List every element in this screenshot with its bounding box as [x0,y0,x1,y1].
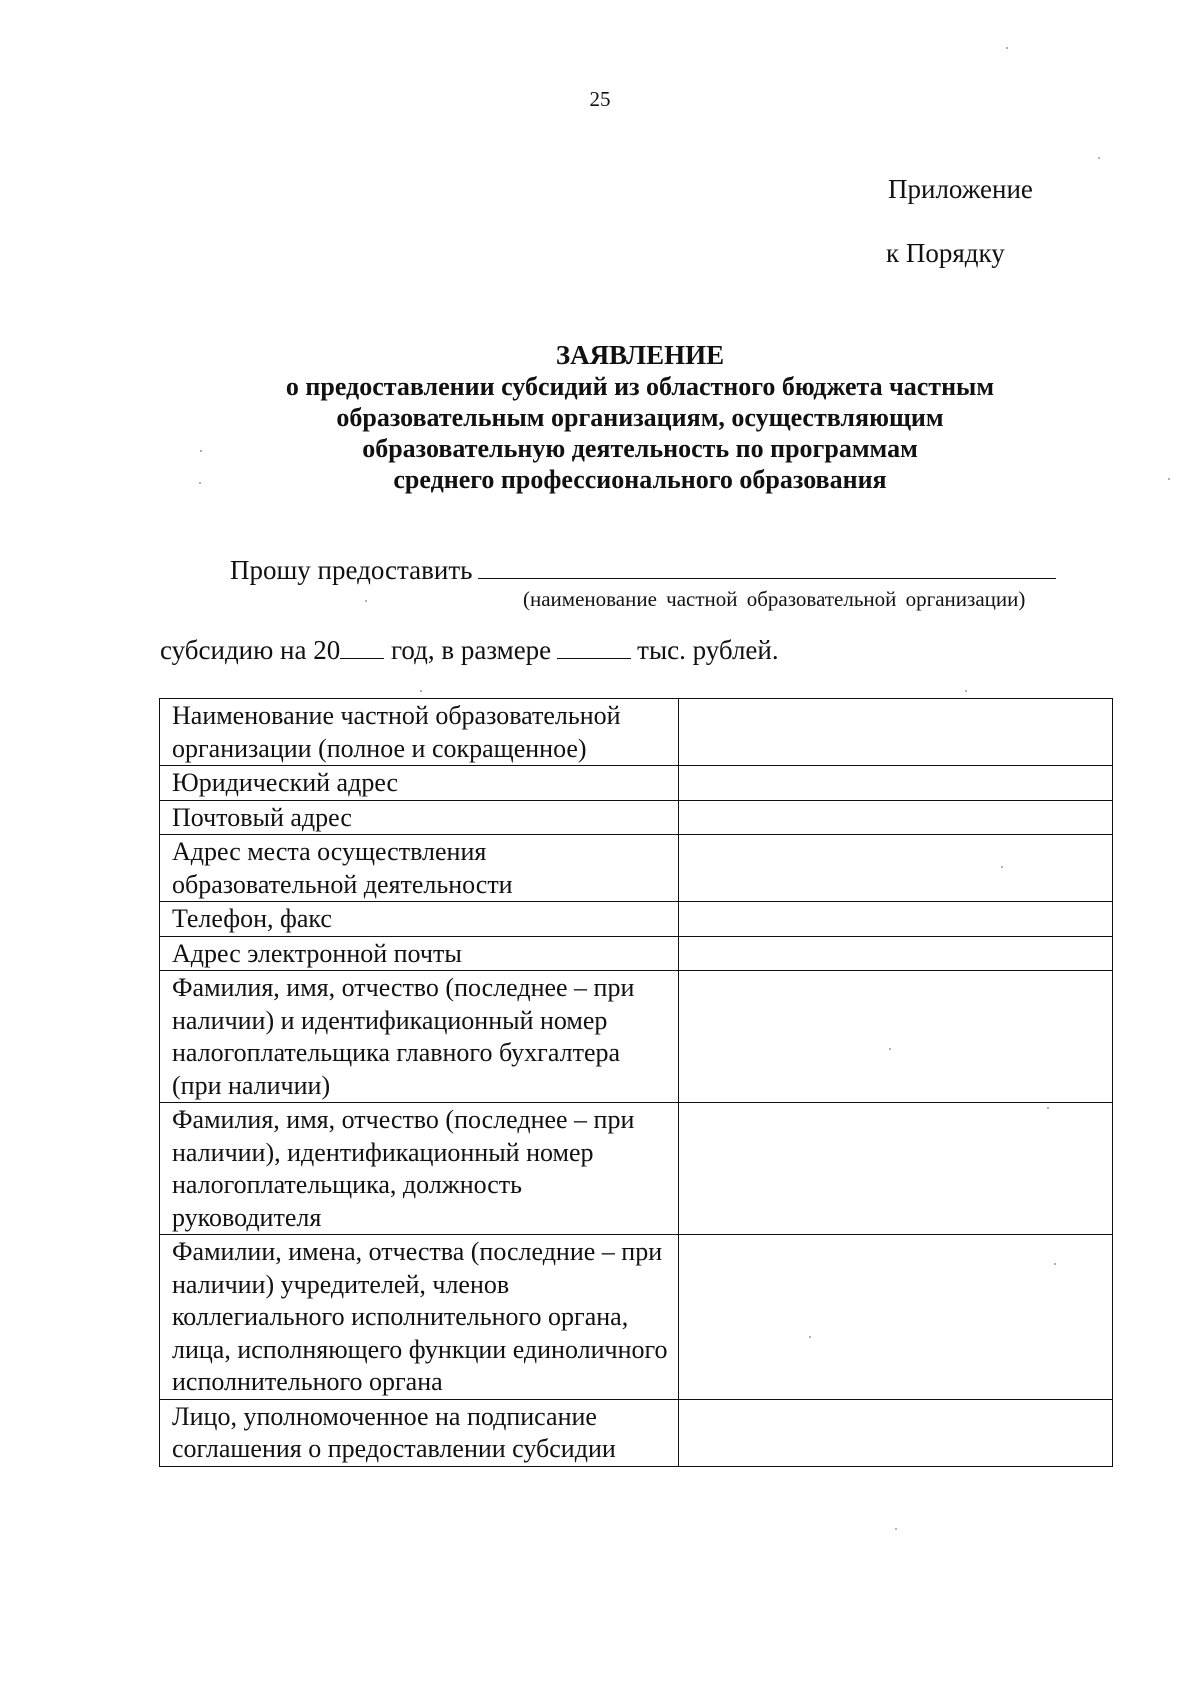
row-value-field[interactable] [679,1399,1113,1466]
subsidy-line [160,634,779,666]
row-label: Адрес электронной почты [160,936,679,971]
row-label: Фамилия, имя, отчество (последнее – при наличии) и идентификационный номер налогоплательщика главного бухгалтера (при наличии) [160,971,679,1103]
row-label: Адрес места осуществления образовательной деятельности [160,835,679,902]
row-value-field[interactable] [679,1235,1113,1400]
scan-speck [1001,866,1003,868]
table-row [160,902,1113,937]
row-value-field[interactable] [679,835,1113,902]
applicant-info-table [159,698,1113,1467]
table-row [160,971,1113,1103]
table-row [160,1235,1113,1400]
row-value-field[interactable] [679,902,1113,937]
organization-name-hint: (наименование частной образовательной организации) [523,587,1026,611]
document-title: ЗАЯВЛЕНИЕ [555,340,725,370]
appendix-label: Приложение [888,174,1033,204]
scan-speck [1098,157,1100,159]
row-label: Лицо, уполномоченное на подписание соглашения о предоставлении субсидии [160,1399,679,1466]
row-label: Юридический адрес [160,766,679,801]
table-row [160,699,1113,766]
page-number: 25 [589,87,611,111]
heading-line-4: среднего профессионального образования [393,465,887,494]
row-label: Фамилии, имена, отчества (последние – при наличии) учредителей, членов коллегиального исполнительного органа, лица, исполняющего функции единоличного исполнительного органа [160,1235,679,1400]
document-heading [160,340,1120,495]
scan-speck [1047,1107,1049,1109]
heading-line-2: образовательным организациям, осуществляющим [336,403,944,432]
request-line [230,554,1056,586]
scan-speck [1054,1263,1056,1265]
row-label: Фамилия, имя, отчество (последнее – при наличии), идентификационный номер налогоплательщика, должность руководителя [160,1103,679,1235]
scan-speck [199,482,201,484]
scan-speck [1006,47,1008,49]
organization-name-blank[interactable] [478,554,1056,579]
row-label: Телефон, факс [160,902,679,937]
heading-line-1: о предоставлении субсидий из областного бюджета частным [285,372,995,401]
scan-speck [889,1048,891,1050]
row-value-field[interactable] [679,699,1113,766]
table-row [160,800,1113,835]
year-blank[interactable] [340,634,384,659]
row-value-field[interactable] [679,800,1113,835]
row-value-field[interactable] [679,766,1113,801]
table-row [160,1103,1113,1235]
table-row [160,835,1113,902]
table-row [160,936,1113,971]
table-row [160,766,1113,801]
subsidy-prefix: субсидию на 20 [160,635,341,665]
scan-speck [895,1528,897,1530]
row-value-field[interactable] [679,971,1113,1103]
scan-speck [420,690,422,692]
row-value-field[interactable] [679,1103,1113,1235]
scan-speck [200,450,202,452]
row-value-field[interactable] [679,936,1113,971]
row-label: Наименование частной образовательной организации (полное и сокращенное) [160,699,679,766]
row-label: Почтовый адрес [160,800,679,835]
appendix-reference: к Порядку [886,238,1005,268]
request-label: Прошу предоставить [230,555,473,585]
subsidy-middle: год, в размере [390,635,552,665]
heading-line-3: образовательную деятельность по программам [362,434,918,463]
scan-speck [809,1336,811,1338]
scan-speck [965,690,967,692]
scan-speck [1168,478,1170,480]
scan-speck [365,600,367,602]
table-row [160,1399,1113,1466]
amount-blank[interactable] [557,634,631,659]
subsidy-suffix: тыс. рублей. [637,635,779,665]
